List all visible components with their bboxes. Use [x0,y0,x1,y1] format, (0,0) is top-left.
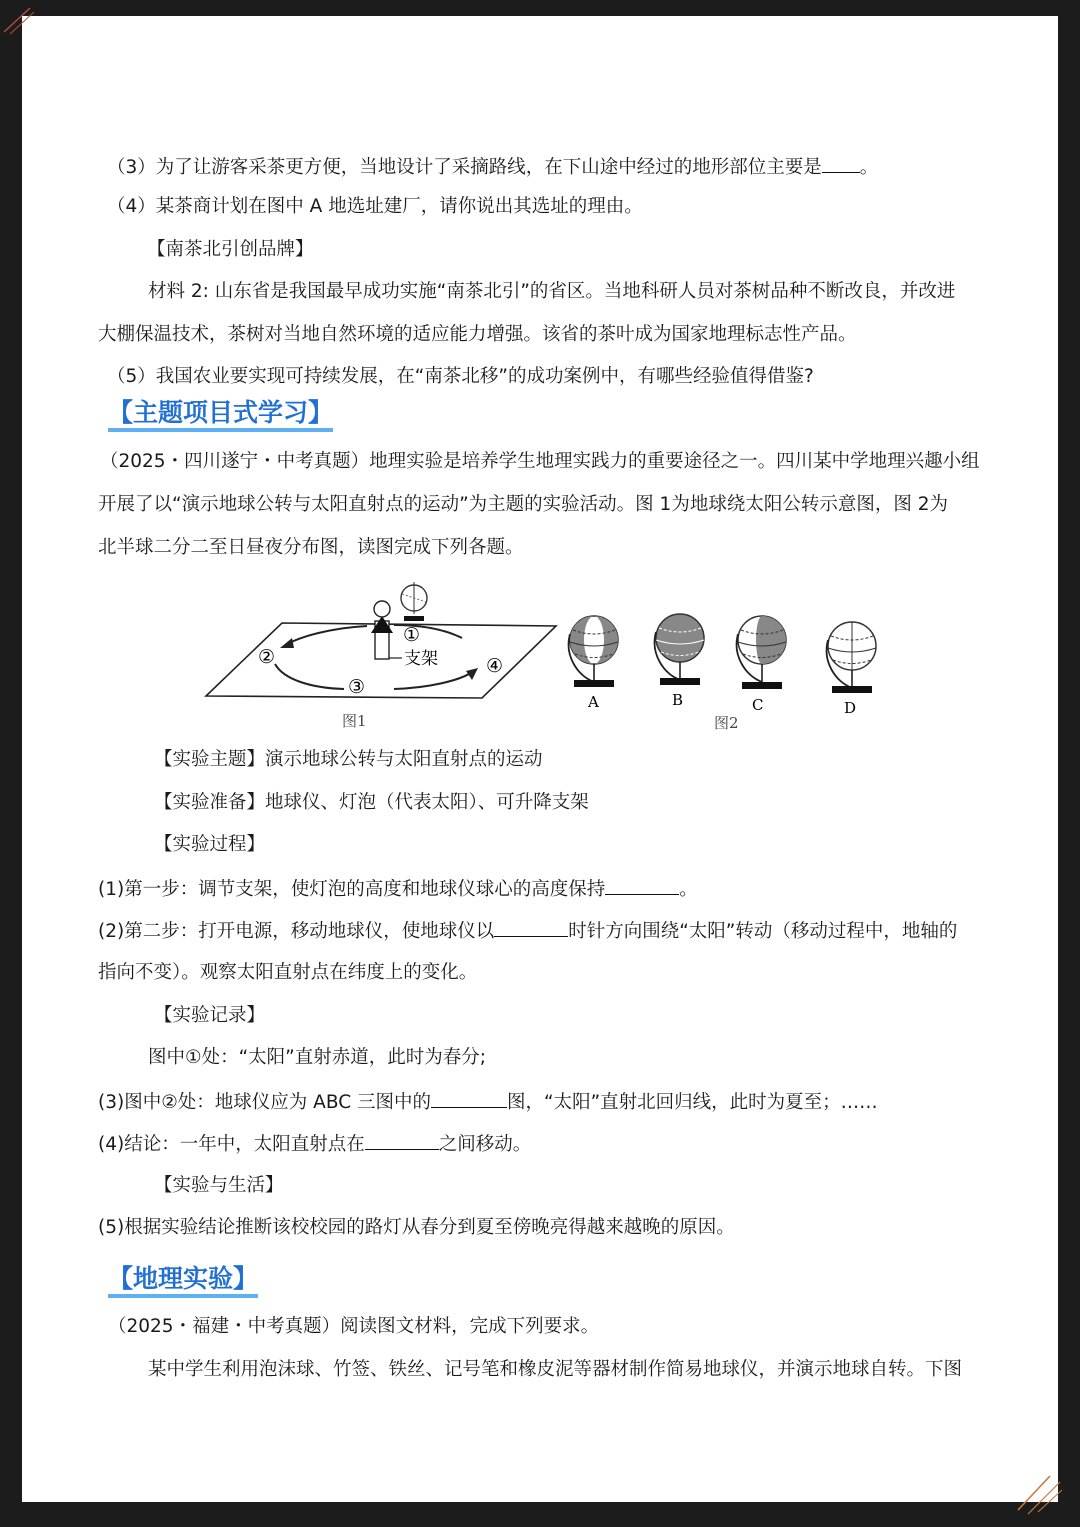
figure-2-caption: 图2 [714,714,739,732]
conclusion: (4)结论：一年中，太阳直射点在 之间移动。 [98,1131,531,1157]
brand-heading: 【南茶北引创品牌】 [147,239,314,260]
experiment-step-2-line-2: 指向不变）。观察太阳直射点在纬度上的变化。 [98,962,478,983]
figure-1-orbit [206,582,556,730]
question-5: （5）我国农业要实现可持续发展，在“南茶北移”的成功案例中，有哪些经验值得借鉴? [107,366,814,387]
corner-decoration-bottom-right [1010,1470,1070,1520]
globe-c [737,616,786,714]
section-title-geography-experiment: 【地理实验】 [108,1263,258,1295]
experiment-theme: 【实验主题】演示地球公转与太阳直射点的运动 [154,749,543,770]
section1-intro-3: 北半球二分二至日昼夜分布图，读图完成下列各题。 [98,537,524,558]
experiment-step-2-line-1: (2)第二步：打开电源，移动地球仪，使地球仪以 时针方向围绕“太阳”转动（移动过程中，地轴的 [98,918,957,944]
document-page [22,16,1058,1502]
figure-2-globes [569,614,876,732]
experiment-step-1: (1)第一步：调节支架，使灯泡的高度和地球仪球心的高度保持 。 [98,876,698,902]
material-2-line-1: 材料 2: 山东省是我国最早成功实施“南茶北引”的省区。当地科研人员对茶树品种不断改良，并改进 [148,281,956,302]
record-1: 图中①处：“太阳”直射赤道，此时为春分; [148,1047,486,1068]
section2-intro-2: 某中学生利用泡沫球、竹签、铁丝、记号笔和橡皮泥等器材制作简易地球仪，并演示地球自转。下图 [148,1359,963,1380]
globe-d-label: D [844,699,857,717]
position-3-label: ③ [348,676,366,698]
experiment-record: 【实验记录】 [154,1005,266,1026]
globe-a-label: A [588,693,599,711]
experiment-question-5: (5)根据实验结论推断该校校园的路灯从春分到夏至傍晚亮得越来越晚的原因。 [98,1217,735,1238]
experiment-prep: 【实验准备】地球仪、灯泡（代表太阳）、可升降支架 [154,792,589,813]
position-4-label: ④ [486,655,504,677]
section2-intro-1: （2025・福建・中考真题）阅读图文材料，完成下列要求。 [108,1316,600,1337]
figure-diagram [22,16,1058,756]
section1-intro-1: （2025・四川遂宁・中考真题）地理实验是培养学生地理实践力的重要途径之一。四川某中学地理兴趣小组 [100,451,980,472]
globe-b [655,614,704,709]
experiment-life: 【实验与生活】 [154,1175,284,1196]
corner-decoration-top-left [0,0,40,40]
question-4: （4）某茶商计划在图中 A 地选址建厂，请你说出其选址的理由。 [107,196,643,217]
globe-d [827,622,876,717]
globe-c-label: C [752,696,764,714]
globe-a [569,616,618,711]
position-1-label: ① [403,624,421,646]
section1-intro-2: 开展了以“演示地球公转与太阳直射点的运动”为主题的实验活动。图 1为地球绕太阳公转示意图，图 2为 [98,494,948,515]
question-3: （3）为了让游客采茶更方便，当地设计了采摘路线，在下山途中经过的地形部位主要是 。 [107,154,878,180]
record-2: (3)图中②处：地球仪应为 ABC 三图中的 图，“太阳”直射北回归线，此时为夏至；…… [98,1089,878,1115]
stand-label: 支架 [404,649,438,669]
experiment-process: 【实验过程】 [154,834,266,855]
section-title-project-learning: 【主题项目式学习】 [108,397,333,429]
position-2-label: ② [258,646,276,668]
material-2-line-2: 大棚保温技术，茶树对当地自然环境的适应能力增强。该省的茶叶成为国家地理标志性产品。 [98,324,857,345]
globe-b-label: B [672,691,684,709]
figure-1-caption: 图1 [342,712,367,730]
